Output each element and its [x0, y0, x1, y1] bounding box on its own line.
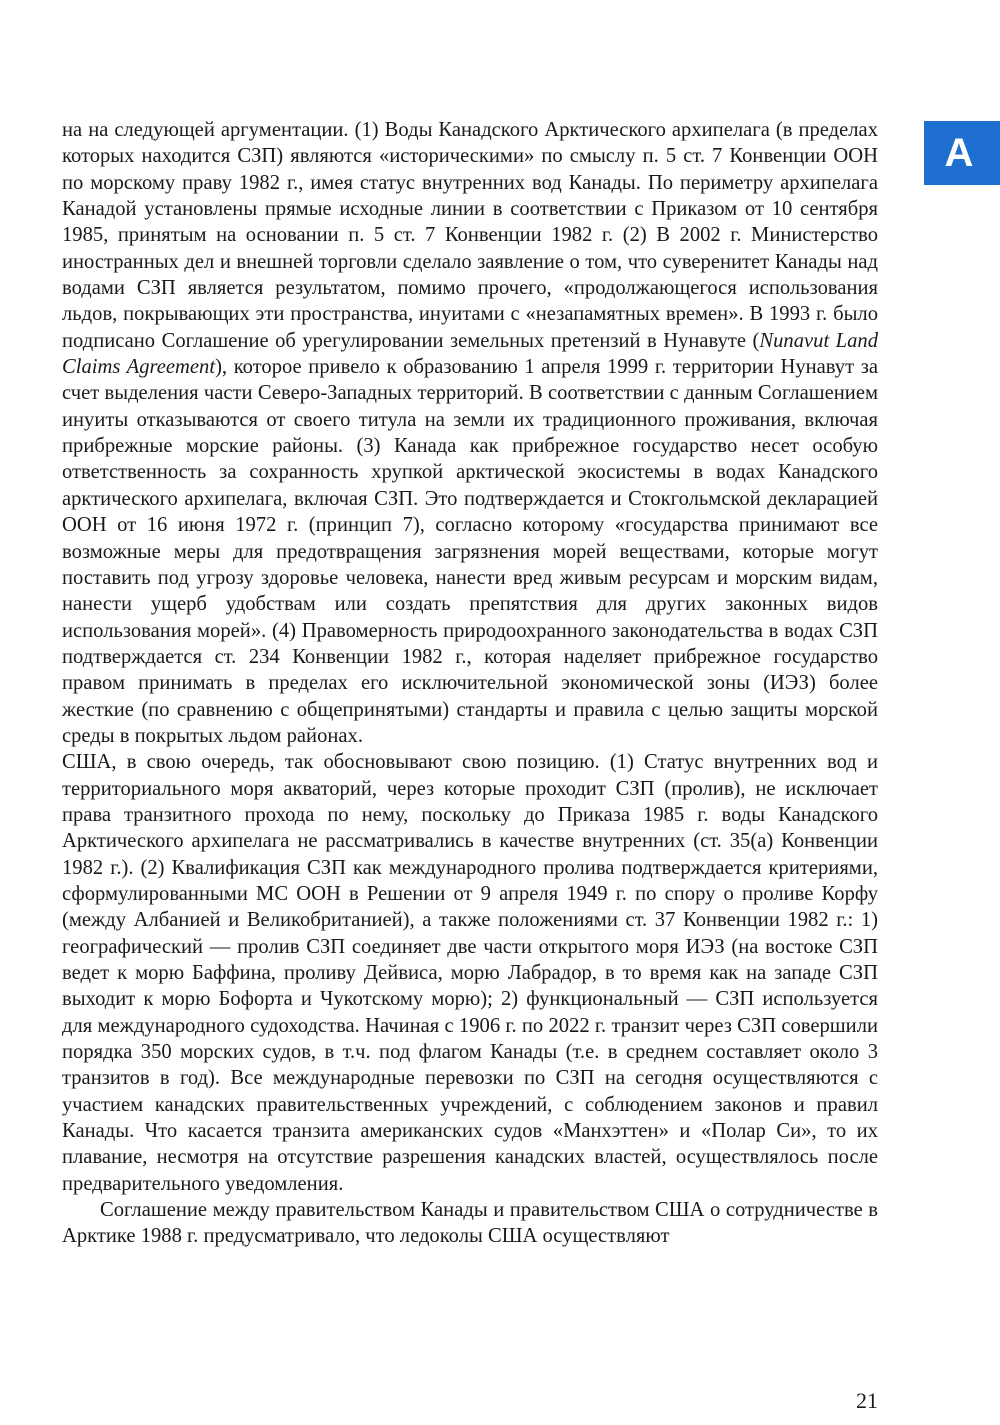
paragraph-text-part: на на следующей аргументации. (1) Воды Канадского Арктического архипелага (в пределах которых находится СЗП) являются «историческими» по смыслу п. 5 ст. 7 Конвенции ООН по морскому праву 1982 г., имея статус внутренних вод Канады. По периметру архипелага Канадой установлены прямые исходные линии в соответствии с Приказом от 10 сентября 1985, принятым на основании п. 5 ст. 7 Конвенции 1982 г. (2) В 2002 г. Министерство иностранных дел и внешней торговли сделало заявление о том, что суверенитет Канады над водами СЗП является результатом, помимо прочего, «продолжающегося использования льдов, покрывающих эти пространства, инуитами с «незапамятных времен». В 1993 г. было подписано Соглашение об урегулировании земельных претензий в Нунавуте ( [62, 119, 878, 352]
body-text [62, 117, 878, 1250]
paragraph-usa-arguments: США, в свою очередь, так обосновывают свою позицию. (1) Статус внутренних вод и территориального моря акваторий, через которые проходит СЗП (пролив), не исключает права транзитного прохода по нему, поскольку до Приказа 1985 г. воды Канадского Арктического архипелага не рассматривались в качестве внутренних (ст. 35(а) Конвенции 1982 г.). (2) Квалификация СЗП как международного пролива подтверждается критериями, сформулированными МС ООН в Решении от 9 апреля 1949 г. по спору о проливе Корфу (между Албанией и Великобританией), а также положениями ст. 37 Конвенции 1982 г.: 1) географический — пролив СЗП соединяет две части открытого моря ИЭЗ (на востоке СЗП ведет к морю Баффина, проливу Дейвиса, морю Лабрадор, в то время как на западе СЗП выходит к морю Бофорта и Чукотскому морю); 2) функциональный — СЗП используется для международного судоходства. Начиная с 1906 г. по 2022 г. транзит через СЗП совершили порядка 350 морских судов, в т.ч. под флагом Канады (т.е. в среднем составляет около 3 транзитов в год). Все международные перевозки по СЗП на сегодня осуществляются с участием канадских правительственных учреждений, с соблюдением законов и правил Канады. Что касается транзита американских судов «Манхэттен» и «Полар Си», то их плавание, несмотря на отсутствие разрешения канадских властей, осуществлялось после предварительного уведомления. [62, 751, 878, 1195]
section-letter: А [944, 131, 974, 175]
section-letter-tab [924, 121, 1000, 185]
italic-agreement-title: Nunavut Land Claims Agreement [62, 329, 878, 379]
page-number: 21 [856, 1388, 878, 1413]
paragraph-agreement-1988: Соглашение между правительством Канады и правительством США о сотрудничестве в Арктике 1988 г. предусматривало, что ледоколы США осуществляют [62, 1199, 878, 1248]
paragraph-canada-arguments [62, 117, 878, 749]
paragraph-text-part: ), которое привело к образованию 1 апреля 1999 г. территории Нунавут за счет выделения части Северо-Западных территорий. В соответствии с данным Соглашением инуиты отказываются от своего титула на земли их традиционного проживания, включая прибрежные морские районы. (3) Канада как прибрежное государство несет особую ответственность за сохранность хрупкой арктической экосистемы в водах Канадского арктического архипелага, включая СЗП. Это подтверждается и Стокгольмской декларацией ООН от 16 июня 1972 г. (принцип 7), согласно которому «государства принимают все возможные меры для предотвращения загрязнения морей веществами, которые могут поставить под угрозу здоровье человека, нанести вред живым ресурсам и морским видам, нанести ущерб удобствам или создать препятствия для других законных видов использования морей». (4) Правомерность природоохранного законодательства в водах СЗП подтверждается ст. 234 Конвенции 1982 г., которая наделяет прибрежное государство правом принимать в пределах его исключительной экономической зоны (ИЭЗ) более жесткие (по сравнению с общепринятыми) стандарты и правила с целью защиты морской среды в покрытых льдом районах. [62, 356, 879, 747]
